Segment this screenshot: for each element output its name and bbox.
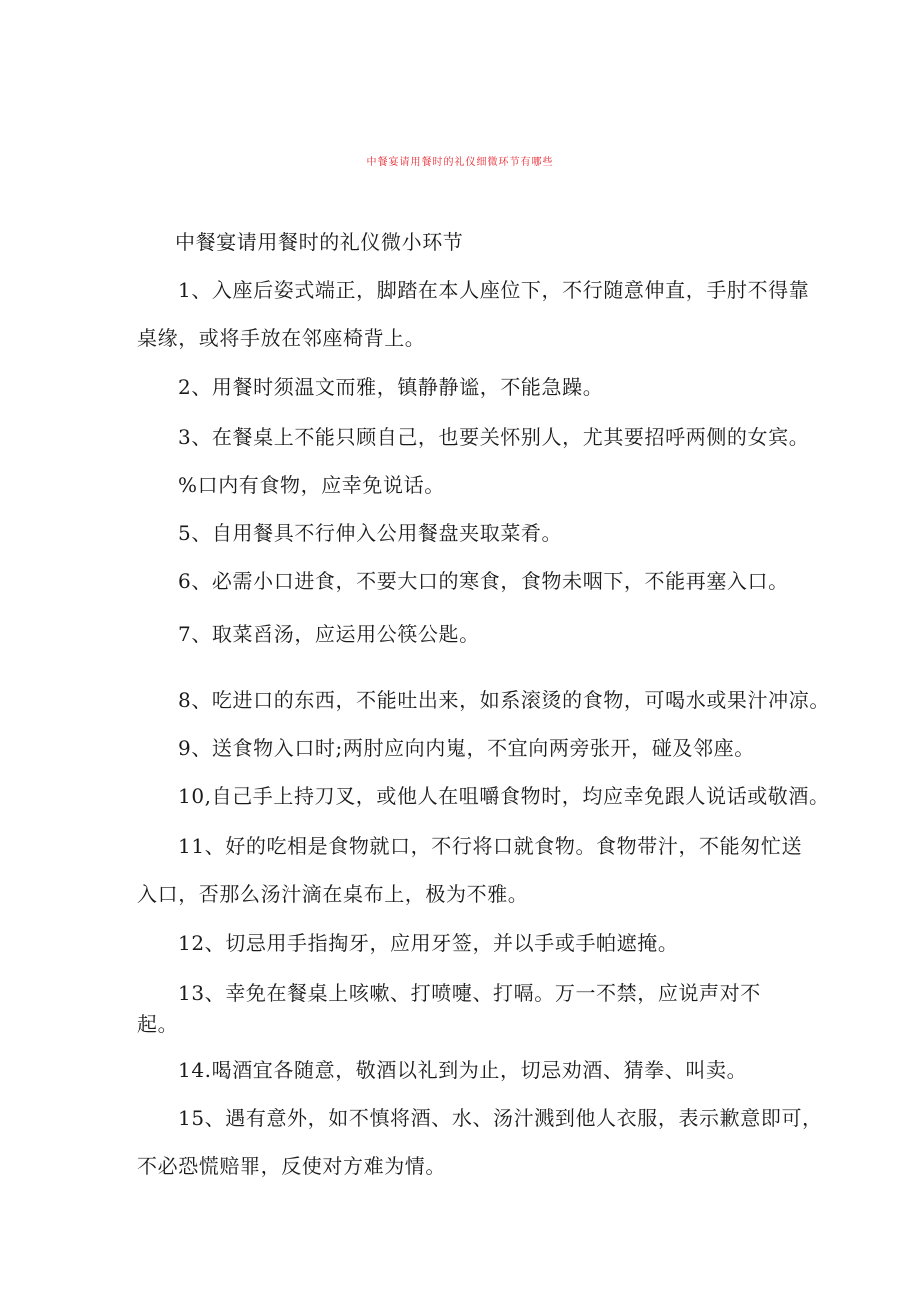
- list-item-8: 8、吃进口的东西，不能吐出来，如系滚烫的食物，可喝水或果汁冲凉。: [178, 688, 830, 712]
- document-subtitle: 中餐宴请用餐时的礼仪微小环节: [175, 230, 464, 254]
- list-item-15: 15、遇有意外，如不慎将酒、水、汤汁溅到他人衣服，表示歉意即可，: [178, 1106, 823, 1130]
- list-item-5: 5、自用餐具不行伸入公用餐盘夹取菜肴。: [178, 521, 563, 545]
- list-item-9: 9、送食物入口时;两肘应向内嵬，不宜向两旁张开，碰及邻座。: [178, 736, 755, 760]
- list-item-2: 2、用餐时须温文而雅，镇静静谧，不能急躁。: [178, 375, 604, 399]
- page-title: 中餐宴请用餐时的礼仪细微环节有哪些: [366, 157, 554, 168]
- list-item-1: 1、入座后姿式端正，脚踏在本人座位下，不行随意伸直，手肘不得靠: [178, 278, 810, 302]
- list-item-13: 13、幸免在餐桌上咳嗽、打喷嚏、打嗝。万一不禁，应说声对不: [178, 981, 761, 1005]
- list-item-12: 12、切忌用手指掏牙，应用牙签，并以手或手帕遮掩。: [178, 931, 679, 955]
- list-item-15-continued: 不必恐慌赔罪，反使对方难为情。: [137, 1154, 446, 1178]
- list-item-7: 7、取菜舀汤，应运用公筷公匙。: [178, 622, 480, 646]
- list-item-1-continued: 桌缘，或将手放在邻座椅背上。: [137, 326, 426, 350]
- list-item-10: 10,自己手上持刀叉，或他人在咀嚼食物时，均应幸免跟人说话或敬酒。: [178, 784, 830, 808]
- list-item-13-continued: 起。: [137, 1012, 179, 1036]
- list-item-3: 3、在餐桌上不能只顾自己，也要关怀别人，尤其要招呼两侧的女宾。: [178, 425, 810, 449]
- list-item-11: 11、好的吃相是食物就口，不行将口就食物。食物带汁，不能匆忙送: [178, 834, 803, 858]
- list-item-11-continued: 入口，否那么汤汁滴在桌布上，极为不雅。: [137, 882, 529, 906]
- list-item-14: 14.喝酒宜各随意，敬酒以礼到为止，切忌劝酒、猜拳、叫卖。: [178, 1058, 748, 1082]
- list-item-6: 6、必需小口进食，不要大口的寒食，食物未咽下，不能再塞入口。: [178, 569, 789, 593]
- list-item-4: %口内有食物，应幸免说话。: [178, 473, 445, 497]
